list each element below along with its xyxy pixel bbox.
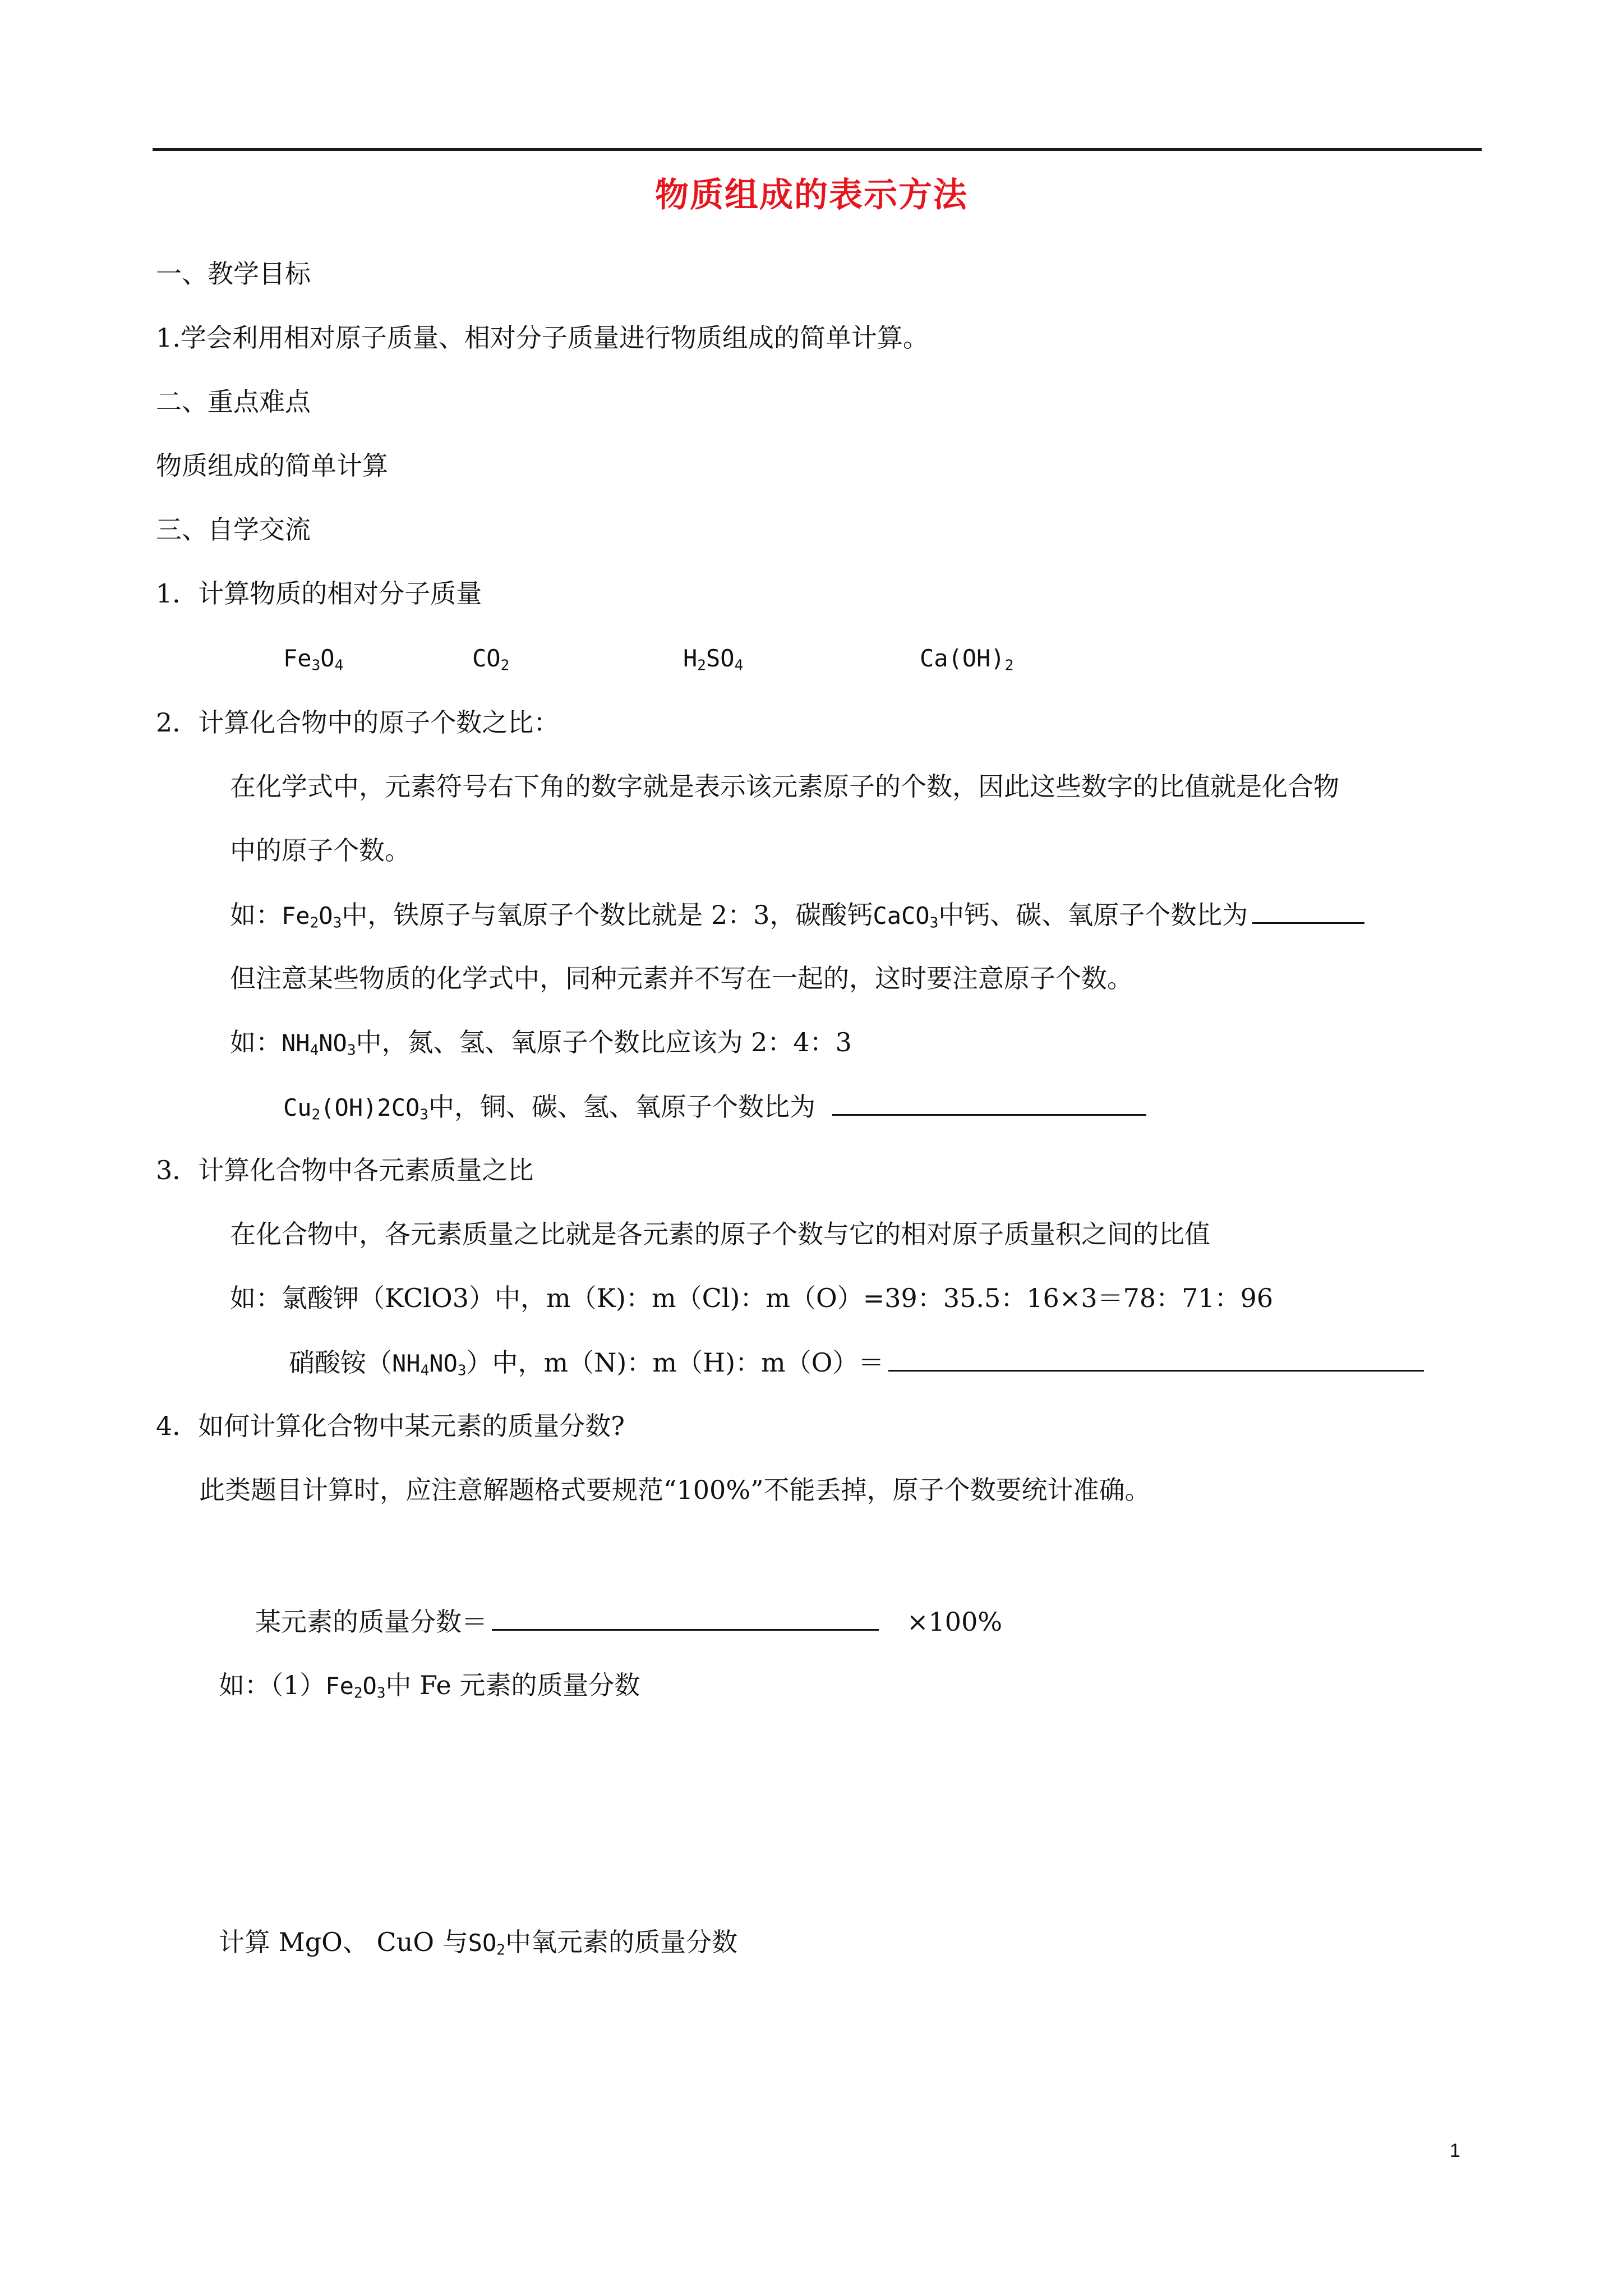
question-2-explanation-cont: 中的原子个数。 [230, 835, 411, 866]
section-heading-objectives: 一、教学目标 [156, 259, 311, 289]
question-3-example-2: 硝酸铵$(NH_4NO_3)$中，m（N)：m（H)：m（O）＝ [289, 1345, 1424, 1381]
question-2: 2．计算化合物中的原子个数之比： [156, 707, 560, 738]
question-2-explanation: 在化学式中，元素符号右下角的数字就是表示该元素原子的个数，因此这些数字的比值就是化合物 [230, 771, 1339, 802]
question-4-note: 此类题目计算时，应注意解题格式要规范“100%”不能丢掉，原子个数要统计准确。 [199, 1475, 1151, 1505]
question-3-example-1: 如：氯酸钾（KClO3）中，m（K)：m（Cl)：m（O）=39：35.5：16×3＝78：71：96 [230, 1283, 1274, 1313]
answer-blank-caco3[interactable] [1252, 898, 1364, 924]
formula-fe3o4: $Fe_3O_4$ [283, 645, 344, 674]
question-3-explanation: 在化合物中，各元素质量之比就是各元素的原子个数与它的相对原子质量积之间的比值 [230, 1219, 1210, 1249]
formula-h2so4: $H_2SO_4$ [683, 645, 744, 674]
question-3: 3．计算化合物中各元素质量之比 [156, 1155, 534, 1185]
formula-blank[interactable] [492, 1604, 879, 1631]
key-point-text: 物质组成的简单计算 [156, 450, 388, 481]
header-rule [153, 148, 1482, 151]
page-title: 物质组成的表示方法 [655, 176, 968, 215]
question-2-note: 但注意某些物质的化学式中，同种元素并不写在一起的，这时要注意原子个数。 [230, 963, 1133, 993]
question-2-example-2: 如：$NH_4NO_3$中，氮、氢、氧原子个数比应该为 2：4：3 [230, 1027, 852, 1059]
mass-fraction-formula: 某元素的质量分数＝ ×100% [255, 1604, 1002, 1639]
question-1: 1．计算物质的相对分子质量 [156, 578, 482, 609]
question-4-example-2: 计算 MgO、 CuO 与$SO_2$中氧元素的质量分数 [219, 1927, 737, 1959]
answer-blank-nh4no3[interactable] [888, 1345, 1424, 1372]
question-2-example-3: $Cu_2(OH)2CO_3$中，铜、碳、氢、氧原子个数比为 [283, 1089, 1146, 1125]
formula-caoh2: $Ca(OH)_2$ [920, 645, 1014, 674]
question-4-example-1: 如：$(1)Fe_2O_3$中 Fe 元素的质量分数 [219, 1670, 640, 1702]
objective-item: 1.学会利用相对原子质量、相对分子质量进行物质组成的简单计算。 [156, 323, 929, 353]
page-number: 1 [1450, 2140, 1460, 2161]
section-heading-key-points: 二、重点难点 [156, 386, 311, 417]
question-4: 4．如何计算化合物中某元素的质量分数? [156, 1411, 625, 1441]
question-2-example-1: 如：$Fe_2O_3$中，铁原子与氧原子个数比就是 2：3，碳酸钙CaCO$_3$中钙、碳、氧原子个数比为 [230, 898, 1364, 933]
answer-blank-cu2oh2co3[interactable] [832, 1089, 1146, 1116]
formula-co2: $CO_2$ [472, 645, 510, 674]
section-heading-self-study: 三、自学交流 [156, 514, 311, 545]
